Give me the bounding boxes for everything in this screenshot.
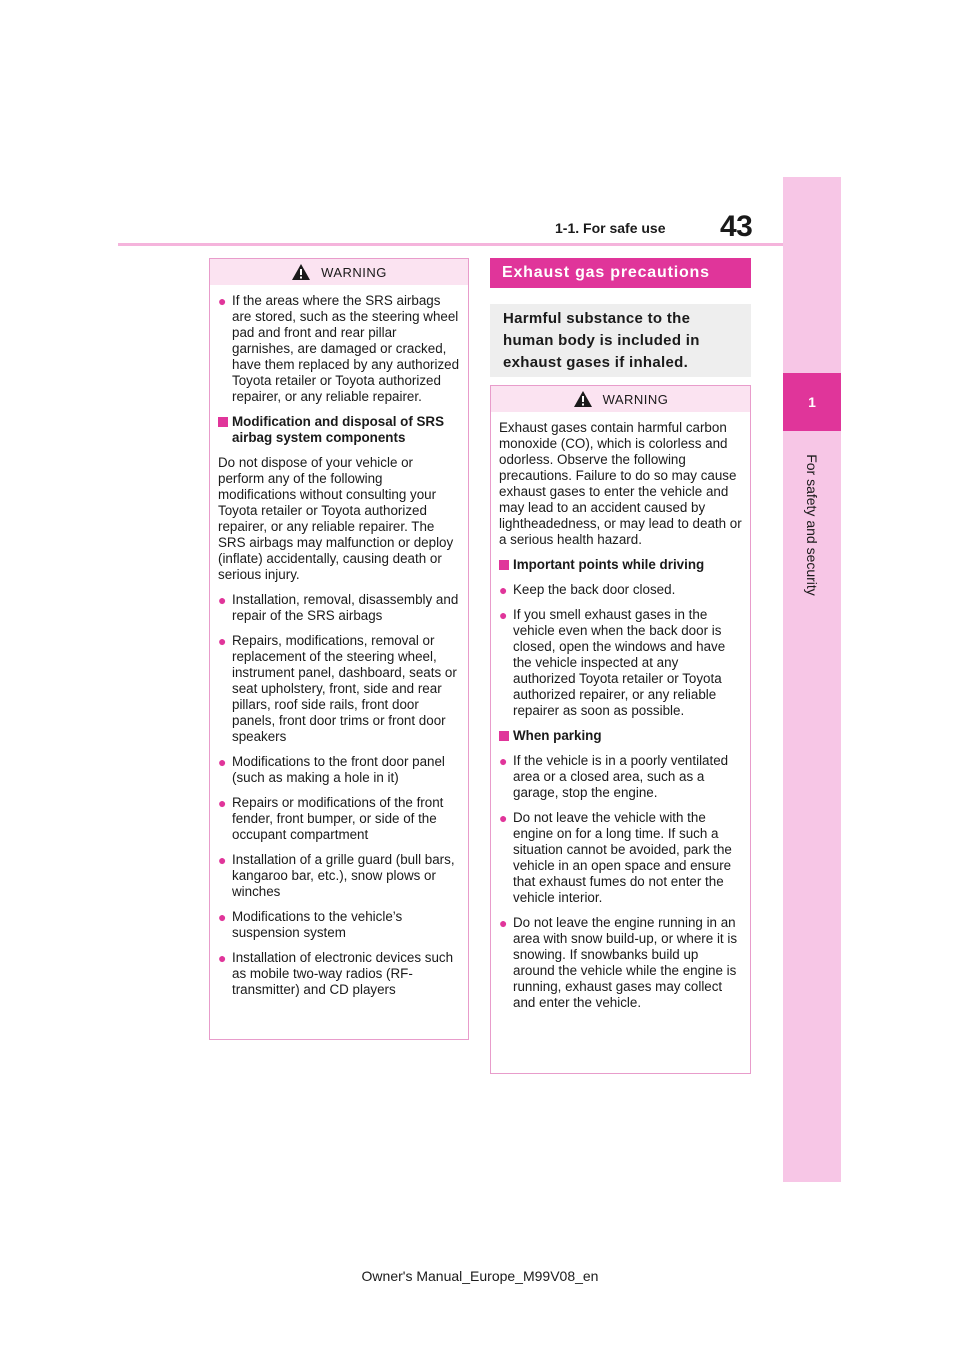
list-item (218, 633, 460, 745)
bullet-text: Installation, removal, disassembly and repair of the SRS airbags (232, 592, 459, 623)
list-item (218, 852, 460, 900)
list-item (218, 754, 460, 786)
section-title: 1-1. For safe use (555, 220, 666, 236)
bullet-text: Modifications to the vehicle’s suspension system (232, 909, 403, 940)
bullet-text: Repairs, modifications, removal or replacement of the steering wheel, instrument panel, dashboard, seats or seat upholstery, front, side and rear pillars, roof side rails, front door panels, front door trims or front door speakers (232, 633, 457, 744)
warning-triangle-icon (573, 390, 593, 408)
subhead-item (218, 414, 460, 446)
bullet-text: Keep the back door closed. (513, 582, 676, 597)
list-item (499, 607, 742, 719)
bullet-text: Repairs or modifications of the front fender, front bumper, or side of the occupant compartment (232, 795, 444, 842)
warning-title: WARNING (602, 391, 669, 407)
bullet-text: Installation of a grille guard (bull bars, kangaroo bar, etc.), snow plows or winches (232, 852, 455, 899)
paragraph: Do not dispose of your vehicle or perform any of the following modifications without consulting your Toyota retailer or Toyota authorized repairer, or any reliable repairer. The SRS airbags may malfunction or deploy (inflate) accidentally, causing death or serious injury. (218, 455, 454, 582)
list-item (499, 753, 742, 801)
left-warning-box (209, 258, 469, 1040)
list-item (499, 915, 742, 1011)
bullet-text: If you smell exhaust gases in the vehicle even when the back door is closed, open the windows and have the vehicle inspected at any authorized Toyota retailer or Toyota authorized repairer, or any reliable repairer as soon as possible. (513, 607, 726, 718)
bullet-icon: ● (499, 810, 508, 826)
paragraph: Exhaust gases contain harmful carbon monoxide (CO), which is colorless and odorless. Observe the following precautions. Failure to do so may cause exhaust gases to enter the vehicle and may lead to an accident caused by lightheadedness, or may lead to death or a serious health hazard. (499, 420, 742, 547)
bullet-icon: ● (218, 950, 227, 966)
chapter-title: For safety and security (804, 454, 820, 596)
warning-header (210, 259, 468, 285)
chapter-title-wrap (783, 440, 841, 610)
warning-title: WARNING (321, 264, 387, 280)
bullet-icon: ● (218, 795, 227, 811)
list-item (218, 795, 460, 843)
bullet-icon: ● (218, 293, 227, 309)
exhaust-section-title: Exhaust gas precautions (490, 258, 751, 288)
right-warning-box (490, 385, 751, 1074)
list-item (218, 950, 460, 998)
list-item (218, 909, 460, 941)
subhead-item (499, 728, 742, 744)
warning-triangle-icon (291, 263, 311, 281)
chapter-side-tab (783, 177, 841, 1182)
warning-body (491, 412, 750, 1028)
subhead-text: Important points while driving (513, 557, 705, 572)
bullet-icon: ● (218, 754, 227, 770)
list-item (499, 582, 742, 598)
bullet-text: Installation of electronic devices such as mobile two-way radios (RF-transmitter) and CD players (232, 950, 454, 997)
bullet-icon: ● (218, 852, 227, 868)
bullet-text: Do not leave the engine running in an area with snow build-up, or where it is snowing. If snowbanks build up around the vehicle while the engine is running, exhaust gases may collect and enter the vehicle. (513, 915, 738, 1010)
bullet-icon: ● (499, 753, 508, 769)
harmful-substance-note: Harmful substance to the human body is included in exhaust gases if inhaled. (490, 304, 751, 377)
bullet-text: If the areas where the SRS airbags are stored, such as the steering wheel pad and front and rear pillar garnishes, are damaged or cracked, have them replaced by any authorized Toyota retailer or Toyota authorized repairer, or any reliable repairer. (232, 293, 460, 404)
subhead-text: Modification and disposal of SRS airbag system components (232, 414, 445, 445)
square-bullet-icon (499, 557, 513, 573)
page-number: 43 (720, 210, 753, 243)
chapter-number-tab: 1 (783, 373, 841, 431)
warning-header (491, 386, 750, 412)
bullet-icon: ● (218, 909, 227, 925)
bullet-icon: ● (218, 592, 227, 608)
list-item (218, 592, 460, 624)
header-rule (118, 243, 783, 246)
list-item (218, 293, 460, 405)
footer-document-id: Owner's Manual_Europe_M99V08_en (361, 1268, 599, 1284)
square-bullet-icon (218, 414, 232, 446)
bullet-text: If the vehicle is in a poorly ventilated area or a closed area, such as a garage, stop the engine. (513, 753, 729, 800)
bullet-text: Do not leave the vehicle with the engine on for a long time. If such a situation cannot be avoided, park the vehicle in an open space and ensure that exhaust fumes do not enter the vehicle interior. (513, 810, 732, 905)
bullet-icon: ● (499, 582, 508, 598)
bullet-icon: ● (499, 607, 508, 623)
bullet-icon: ● (499, 915, 508, 931)
square-bullet-icon (499, 728, 513, 744)
subhead-text: When parking (513, 728, 602, 743)
subhead-item (499, 557, 742, 573)
bullet-icon: ● (218, 633, 227, 649)
warning-body (210, 285, 468, 1015)
list-item (499, 810, 742, 906)
bullet-text: Modifications to the front door panel (such as making a hole in it) (232, 754, 445, 785)
